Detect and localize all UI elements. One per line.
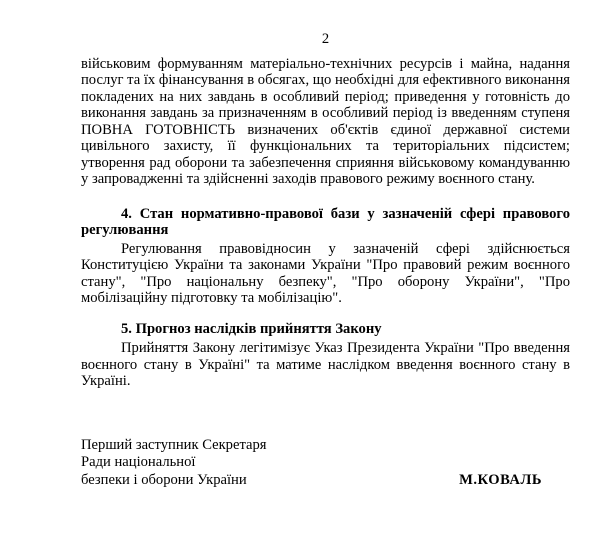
paragraph-line: стану", "Про національну безпеку", "Про оборону України", "Про xyxy=(81,273,570,290)
signature-row xyxy=(81,472,570,490)
document-page xyxy=(0,31,610,543)
section4-paragraph xyxy=(81,241,570,307)
paragraph-line: воєнного стану в Україні" та матиме наслідком введення воєнного стану в xyxy=(81,356,570,373)
heading-line: 4. Стан нормативно-правової бази у зазначеній сфері правового xyxy=(121,205,570,222)
section5-paragraph xyxy=(81,340,570,390)
signatory-title-line: Перший заступник Секретаря xyxy=(81,436,267,453)
page-number: 2 xyxy=(321,31,330,47)
paragraph-line: утворення рад оборони та забезпечення сприяння військовому командуванню xyxy=(81,154,570,171)
signatory-title-line: безпеки і оборони України xyxy=(81,471,247,488)
section5-heading xyxy=(81,321,570,338)
signatory-title-line: Ради національної xyxy=(81,454,196,470)
continuation-paragraph xyxy=(81,56,570,188)
paragraph-line: військовим формуванням матеріально-технічних ресурсів і майна, надання xyxy=(81,55,570,72)
paragraph-line: виконання завдань за призначенням в особливий період із введенням ступеня xyxy=(81,105,570,121)
signatory-name: М.КОВАЛЬ xyxy=(459,471,542,488)
paragraph-line: цивільного захисту, її функціональних та територіальних підсистем; xyxy=(81,138,570,154)
paragraph-line: Конституцією України та законами України "Про правовий режим воєнного xyxy=(81,257,570,273)
heading-line: регулювання xyxy=(81,222,169,238)
paragraph-line: мобілізаційну підготовку та мобілізацію". xyxy=(81,290,342,306)
paragraph-line: у запровадженні та здійсненні заходів правового режиму воєнного стану. xyxy=(81,171,535,187)
paragraph-line: ПОВНА ГОТОВНІСТЬ визначених об'єктів єдиної державної системи xyxy=(81,121,570,138)
paragraph-line: Україні. xyxy=(81,373,131,389)
paragraph-line: Прийняття Закону легітимізує Указ Президента України "Про введення xyxy=(121,340,570,356)
signature-block xyxy=(81,437,570,490)
section4-heading xyxy=(81,206,570,239)
heading-line: 5. Прогноз наслідків прийняття Закону xyxy=(121,320,382,337)
paragraph-line: послуг та їх фінансування в обсягах, що необхідні для ефективного виконання xyxy=(81,72,570,88)
paragraph-line: покладених на них завдань в особливий період; приведення у готовність до xyxy=(81,88,570,105)
paragraph-line: Регулювання правовідносин у зазначеній сфері здійснюється xyxy=(121,240,570,257)
